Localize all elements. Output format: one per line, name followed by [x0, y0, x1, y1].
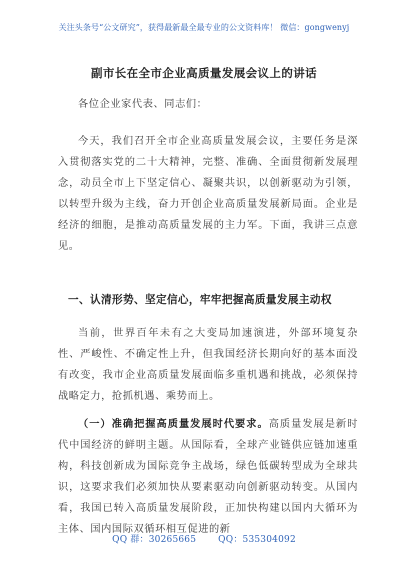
- qq-group-label: QQ 群：: [112, 535, 149, 545]
- qq-group-number: 30265665: [148, 535, 197, 545]
- paragraph-intro: 今天，我们召开全市企业高质量发展会议，主要任务是深入贯彻落实党的二十大精神，完整、准确、全面贯彻新发展理念，动员全市上下坚定信心、凝聚共识，以创新驱动为引领，以转型升级为主线，奋力开创企业高质量发展新局面。企业是经济的细胞，是推动高质量发展的主力军。下面，我讲三点意见。: [58, 136, 358, 252]
- paragraph-situation: 当前，世界百年未有之大变局加速演进，外部环境复杂性、严峻性、不确定性上升，但我国经济长期向好的基本面没有改变，我市企业高质量发展面临多重机遇和挑战，必须保持战略定力，抢抓机遇、乘势而上。: [58, 328, 358, 402]
- paragraph-requirements-text: 高质量发展是新时代中国经济的鲜明主题。从国际看，全球产业链供应链加速重构，科技创新成为国际竞争主战场，绿色低碳转型成为全球共识，这要求我们必须加快从要素驱动向创新驱动转变。从国内看，我国已转入高质量发展阶段，正加快构建以国内大循环为主体、国内国际双循环相互促进的新: [58, 419, 358, 535]
- subsection-heading-1: （一）准确把握高质量发展时代要求。: [78, 418, 269, 430]
- paragraph-requirements: [58, 414, 358, 540]
- section-heading-1: 一、认清形势、坚定信心，牢牢把握高质量发展主动权: [68, 294, 332, 306]
- salutation: 各位企业家代表、同志们：: [78, 99, 208, 110]
- qq-number: 535304092: [242, 535, 296, 545]
- header-promo-note: 关注头条号“公文研究”，获得最新最全最专业的公文资料库！ 微信：gongwenyj: [58, 23, 350, 32]
- footer-contact: [0, 532, 408, 545]
- qq-label: QQ：: [218, 535, 243, 545]
- document-title: 副市长在全市企业高质量发展会议上的讲话: [90, 66, 318, 80]
